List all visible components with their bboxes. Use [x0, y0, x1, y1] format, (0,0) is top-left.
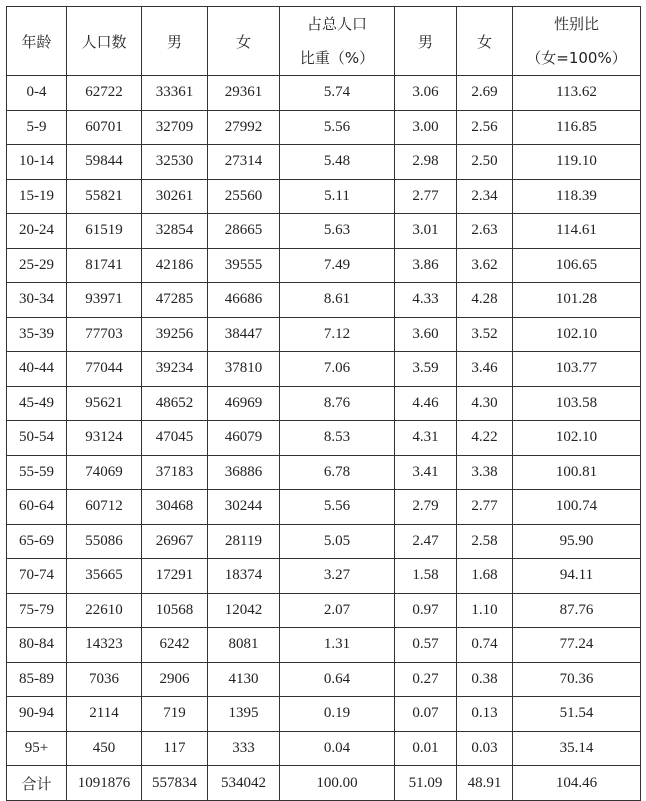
table-cell: 39555 [208, 248, 280, 283]
table-cell: 0.03 [457, 731, 513, 766]
table-row [7, 421, 641, 456]
table-cell: 0.19 [280, 697, 395, 732]
table-row [7, 352, 641, 387]
table-cell: 22610 [67, 593, 142, 628]
table-cell: 3.01 [395, 214, 457, 249]
table-cell: 7.12 [280, 317, 395, 352]
total-cell: 合计 [7, 766, 67, 801]
table-cell: 30261 [142, 179, 208, 214]
table-cell: 26967 [142, 524, 208, 559]
table-cell: 8.53 [280, 421, 395, 456]
total-row [7, 766, 641, 801]
table-cell: 70.36 [513, 662, 641, 697]
table-row [7, 386, 641, 421]
table-cell: 3.00 [395, 110, 457, 145]
table-cell: 2.63 [457, 214, 513, 249]
table-cell: 7.06 [280, 352, 395, 387]
table-cell: 0.97 [395, 593, 457, 628]
table-cell: 100.81 [513, 455, 641, 490]
header-female: 女 [208, 7, 280, 76]
table-row [7, 179, 641, 214]
total-cell: 534042 [208, 766, 280, 801]
table-cell: 47045 [142, 421, 208, 456]
header-share-female: 女 [457, 7, 513, 76]
table-cell: 36886 [208, 455, 280, 490]
table-cell: 4.46 [395, 386, 457, 421]
table-cell: 95+ [7, 731, 67, 766]
table-cell: 50-54 [7, 421, 67, 456]
header-age: 年龄 [7, 7, 67, 76]
table-cell: 20-24 [7, 214, 67, 249]
table-cell: 3.62 [457, 248, 513, 283]
table-cell: 3.27 [280, 559, 395, 594]
total-cell: 100.00 [280, 766, 395, 801]
table-cell: 0.38 [457, 662, 513, 697]
table-cell: 55821 [67, 179, 142, 214]
table-cell: 5-9 [7, 110, 67, 145]
table-cell: 29361 [208, 76, 280, 111]
table-cell: 40-44 [7, 352, 67, 387]
table-cell: 93124 [67, 421, 142, 456]
table-cell: 48652 [142, 386, 208, 421]
table-cell: 15-19 [7, 179, 67, 214]
table-cell: 87.76 [513, 593, 641, 628]
table-cell: 85-89 [7, 662, 67, 697]
table-row [7, 214, 641, 249]
table-cell: 32854 [142, 214, 208, 249]
table-row [7, 145, 641, 180]
table-cell: 74069 [67, 455, 142, 490]
table-cell: 2.69 [457, 76, 513, 111]
table-cell: 1.58 [395, 559, 457, 594]
table-cell: 3.59 [395, 352, 457, 387]
table-cell: 0-4 [7, 76, 67, 111]
table-cell: 10-14 [7, 145, 67, 180]
table-cell: 46079 [208, 421, 280, 456]
table-cell: 116.85 [513, 110, 641, 145]
table-cell: 33361 [142, 76, 208, 111]
table-cell: 77.24 [513, 628, 641, 663]
total-cell: 1091876 [67, 766, 142, 801]
table-cell: 55-59 [7, 455, 67, 490]
table-cell: 77044 [67, 352, 142, 387]
header-share [280, 7, 395, 76]
table-row [7, 283, 641, 318]
table-cell: 2.50 [457, 145, 513, 180]
table-cell: 0.04 [280, 731, 395, 766]
table-cell: 8.61 [280, 283, 395, 318]
table-cell: 3.60 [395, 317, 457, 352]
table-cell: 80-84 [7, 628, 67, 663]
table-cell: 32530 [142, 145, 208, 180]
table-row [7, 697, 641, 732]
table-cell: 1.31 [280, 628, 395, 663]
table-cell: 39256 [142, 317, 208, 352]
table-cell: 0.27 [395, 662, 457, 697]
table-cell: 118.39 [513, 179, 641, 214]
table-cell: 35-39 [7, 317, 67, 352]
table-cell: 3.52 [457, 317, 513, 352]
header-male: 男 [142, 7, 208, 76]
table-cell: 8081 [208, 628, 280, 663]
header-ratio-line2: （女=100%） [526, 49, 627, 67]
table-cell: 90-94 [7, 697, 67, 732]
table-cell: 106.65 [513, 248, 641, 283]
table-cell: 8.76 [280, 386, 395, 421]
table-cell: 2.34 [457, 179, 513, 214]
table-row [7, 455, 641, 490]
table-cell: 3.46 [457, 352, 513, 387]
table-cell: 81741 [67, 248, 142, 283]
table-cell: 0.07 [395, 697, 457, 732]
table-cell: 101.28 [513, 283, 641, 318]
table-cell: 103.77 [513, 352, 641, 387]
table-row [7, 628, 641, 663]
table-cell: 93971 [67, 283, 142, 318]
table-cell: 65-69 [7, 524, 67, 559]
table-cell: 25560 [208, 179, 280, 214]
table-cell: 5.11 [280, 179, 395, 214]
table-row [7, 593, 641, 628]
table-cell: 7.49 [280, 248, 395, 283]
table-cell: 2.77 [457, 490, 513, 525]
table-row [7, 490, 641, 525]
table-cell: 77703 [67, 317, 142, 352]
table-cell: 30244 [208, 490, 280, 525]
table-cell: 14323 [67, 628, 142, 663]
total-cell: 557834 [142, 766, 208, 801]
table-row [7, 76, 641, 111]
table-row [7, 248, 641, 283]
table-cell: 3.86 [395, 248, 457, 283]
table-cell: 4.28 [457, 283, 513, 318]
table-cell: 5.56 [280, 490, 395, 525]
table-cell: 102.10 [513, 421, 641, 456]
table-cell: 5.05 [280, 524, 395, 559]
table-cell: 38447 [208, 317, 280, 352]
table-cell: 0.74 [457, 628, 513, 663]
table-cell: 2.56 [457, 110, 513, 145]
table-row [7, 524, 641, 559]
table-cell: 3.38 [457, 455, 513, 490]
table-cell: 61519 [67, 214, 142, 249]
table-cell: 1.10 [457, 593, 513, 628]
table-cell: 5.48 [280, 145, 395, 180]
table-cell: 28665 [208, 214, 280, 249]
table-cell: 51.54 [513, 697, 641, 732]
table-cell: 94.11 [513, 559, 641, 594]
table-cell: 4130 [208, 662, 280, 697]
table-cell: 2.77 [395, 179, 457, 214]
table-row [7, 110, 641, 145]
table-cell: 37810 [208, 352, 280, 387]
table-cell: 4.31 [395, 421, 457, 456]
table-cell: 12042 [208, 593, 280, 628]
table-cell: 1395 [208, 697, 280, 732]
table-body [7, 76, 641, 766]
table-cell: 450 [67, 731, 142, 766]
table-cell: 2.47 [395, 524, 457, 559]
table-cell: 28119 [208, 524, 280, 559]
table-cell: 47285 [142, 283, 208, 318]
table-cell: 2906 [142, 662, 208, 697]
table-cell: 5.56 [280, 110, 395, 145]
table-cell: 5.74 [280, 76, 395, 111]
header-ratio-line1: 性别比 [553, 15, 599, 33]
table-cell: 32709 [142, 110, 208, 145]
table-cell: 113.62 [513, 76, 641, 111]
table-cell: 18374 [208, 559, 280, 594]
table-cell: 2.98 [395, 145, 457, 180]
table-header [7, 7, 641, 76]
table-cell: 7036 [67, 662, 142, 697]
table-cell: 2114 [67, 697, 142, 732]
table-cell: 103.58 [513, 386, 641, 421]
table-cell: 42186 [142, 248, 208, 283]
table-footer [7, 766, 641, 801]
table-cell: 59844 [67, 145, 142, 180]
table-cell: 60-64 [7, 490, 67, 525]
table-cell: 46969 [208, 386, 280, 421]
table-cell: 46686 [208, 283, 280, 318]
total-cell: 104.46 [513, 766, 641, 801]
table-cell: 1.68 [457, 559, 513, 594]
table-cell: 37183 [142, 455, 208, 490]
table-cell: 100.74 [513, 490, 641, 525]
table-cell: 0.01 [395, 731, 457, 766]
table-cell: 0.57 [395, 628, 457, 663]
table-cell: 30-34 [7, 283, 67, 318]
table-cell: 62722 [67, 76, 142, 111]
table-cell: 45-49 [7, 386, 67, 421]
table-cell: 6242 [142, 628, 208, 663]
table-cell: 4.30 [457, 386, 513, 421]
header-share-line1: 占总人口 [306, 15, 367, 33]
header-sex-ratio [513, 7, 641, 76]
table-row [7, 731, 641, 766]
table-cell: 27992 [208, 110, 280, 145]
table-cell: 2.58 [457, 524, 513, 559]
table-cell: 102.10 [513, 317, 641, 352]
table-cell: 3.41 [395, 455, 457, 490]
header-row [7, 7, 641, 76]
table-cell: 4.33 [395, 283, 457, 318]
table-cell: 10568 [142, 593, 208, 628]
table-cell: 2.79 [395, 490, 457, 525]
table-cell: 35.14 [513, 731, 641, 766]
table-cell: 114.61 [513, 214, 641, 249]
table-cell: 60712 [67, 490, 142, 525]
table-cell: 0.13 [457, 697, 513, 732]
table-row [7, 559, 641, 594]
table-cell: 0.64 [280, 662, 395, 697]
table-cell: 95.90 [513, 524, 641, 559]
header-share-male: 男 [395, 7, 457, 76]
table-cell: 119.10 [513, 145, 641, 180]
header-population: 人口数 [67, 7, 142, 76]
header-share-line2: 比重（%） [299, 49, 375, 67]
table-cell: 6.78 [280, 455, 395, 490]
table-cell: 333 [208, 731, 280, 766]
table-cell: 70-74 [7, 559, 67, 594]
table-cell: 2.07 [280, 593, 395, 628]
table-cell: 5.63 [280, 214, 395, 249]
table-cell: 55086 [67, 524, 142, 559]
table-row [7, 317, 641, 352]
table-cell: 39234 [142, 352, 208, 387]
table-cell: 719 [142, 697, 208, 732]
table-cell: 75-79 [7, 593, 67, 628]
table-cell: 27314 [208, 145, 280, 180]
table-cell: 4.22 [457, 421, 513, 456]
table-cell: 117 [142, 731, 208, 766]
table-cell: 95621 [67, 386, 142, 421]
population-table [6, 6, 641, 801]
table-cell: 30468 [142, 490, 208, 525]
table-cell: 35665 [67, 559, 142, 594]
table-cell: 60701 [67, 110, 142, 145]
total-cell: 48.91 [457, 766, 513, 801]
table-cell: 17291 [142, 559, 208, 594]
table-cell: 25-29 [7, 248, 67, 283]
total-cell: 51.09 [395, 766, 457, 801]
table-cell: 3.06 [395, 76, 457, 111]
table-row [7, 662, 641, 697]
